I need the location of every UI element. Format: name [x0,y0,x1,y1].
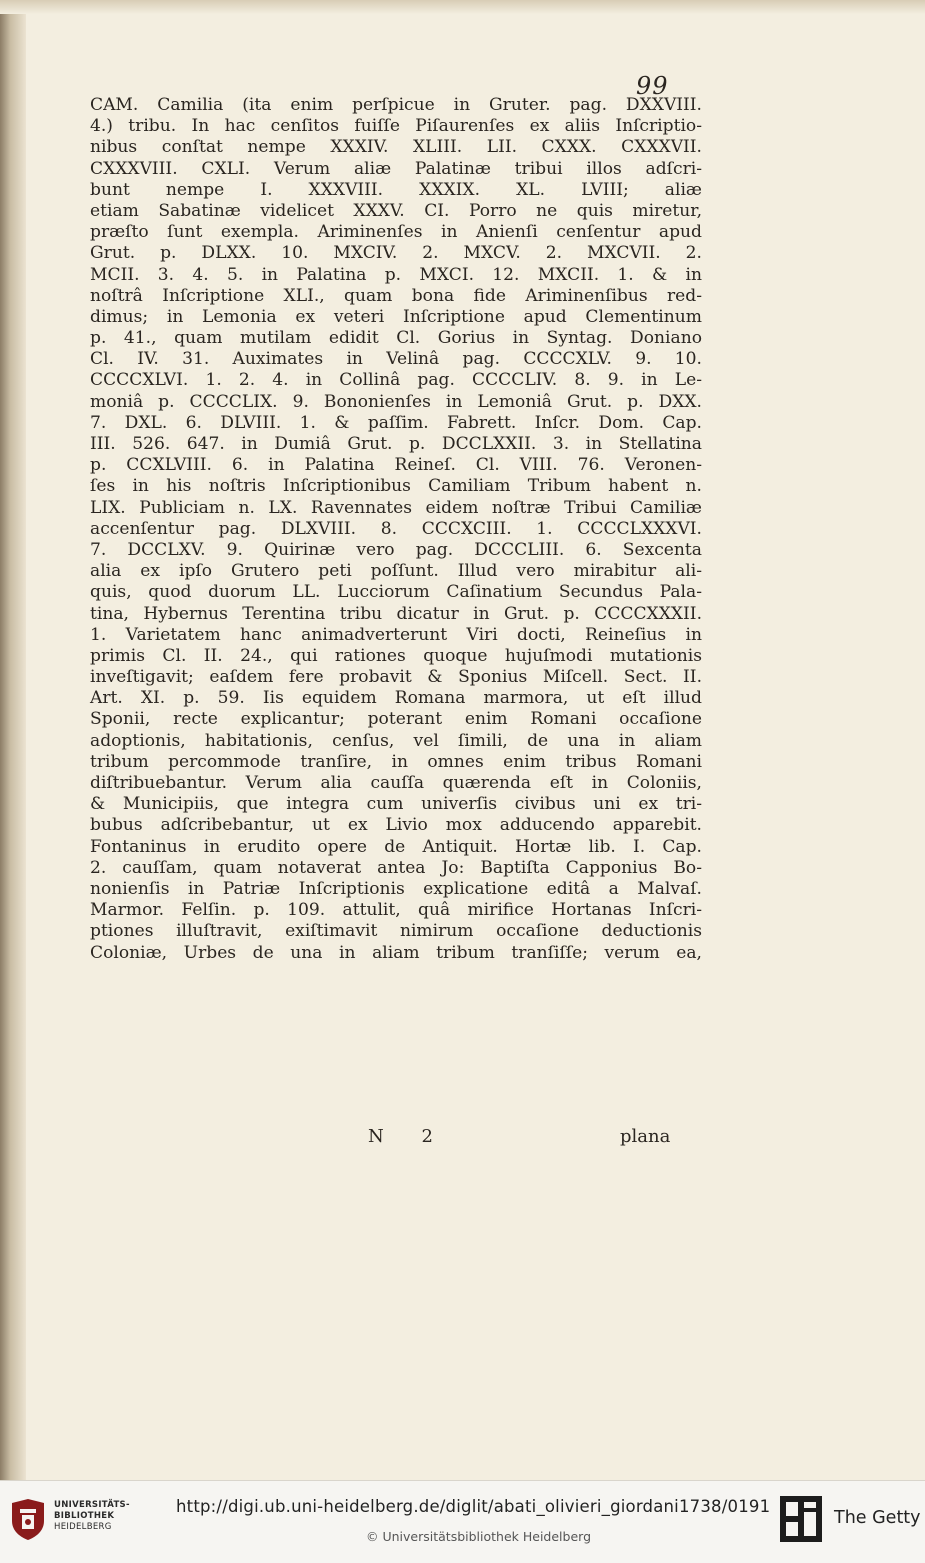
partner-name: The Getty [834,1508,921,1528]
text-line: III. 526. 647. in Dumiâ Grut. p. DCCLXXII. 3. in Stellatina [90,434,702,454]
signature-mark: N 2 [368,1126,449,1147]
text-line: p. 41., quam mutilam edidit Cl. Gorius in Syntag. Doniano [90,328,702,349]
text-line: diſtribuebantur. Verum alia cauſſa quærenda eſt in Coloniis, [90,773,702,793]
text-line: Marmor. Felſin. p. 109. attulit, quâ mirifice Hortanas Inſcri- [90,900,702,921]
text-line: moniâ p. CCCCLIX. 9. Bononienſes in Lemoniâ Grut. p. DXX. [90,391,702,412]
copyright-notice: © Universitätsbibliothek Heidelberg [366,1529,592,1544]
text-line: adoptionis, habitationis, cenſus, vel ſimili, de una in aliam [90,730,702,751]
text-line: MCII. 3. 4. 5. in Palatina p. MXCI. 12. MXCII. 1. & in [90,264,702,285]
getty-logo-icon [778,1494,824,1544]
body-text [90,95,702,964]
text-line: alia ex ipſo Grutero peti poſſunt. Illud vero mirabitur ali- [90,561,702,582]
text-line: tina, Hybernus Terentina tribu dicatur in Grut. p. CCCCXXXII. [90,603,702,624]
text-line: bunt nempe I. XXXVIII. XXXIX. XL. LVIII; aliæ [90,179,702,200]
text-line: primis Cl. II. 24., qui rationes quoque hujuſmodi mutationis [90,645,702,666]
library-name-line-1: UNIVERSITÄTS- [54,1500,130,1510]
text-line: bubus adſcribebantur, ut ex Livio mox adducendo apparebit. [90,815,702,836]
library-name [54,1500,130,1533]
text-line: accenſentur pag. DLXVIII. 8. CCCXCIII. 1. CCCCLXXXVI. [90,518,702,539]
text-line: CXXXVIII. CXLI. Verum aliæ Palatinæ tribui illos adſcri- [90,158,702,179]
text-line: inveſtigavit; eaſdem fere probavit & Sponius Miſcell. Sect. II. [90,667,702,688]
text-line: ſes in his noſtris Inſcriptionibus Camiliam Tribum habent n. [90,476,702,497]
text-line: CCCCXLVI. 1. 2. 4. in Collinâ pag. CCCCLIV. 8. 9. in Le- [90,370,702,391]
text-line: 2. cauſſam, quam notaverat antea Jo: Baptiſta Capponius Bo- [90,857,702,878]
text-line: noſtrâ Inſcriptione XLI., quam bona fide Ariminenſibus red- [90,285,702,306]
catchword: plana [620,1126,671,1147]
text-line: 4.) tribu. In hac cenſitos fuiſſe Piſaurenſes ex aliis Inſcriptio- [90,116,702,137]
text-line: Fontaninus in erudito opere de Antiquit. Hortæ lib. I. Cap. [90,836,702,857]
viewer-footer [0,1480,925,1563]
university-library-logo-icon [8,1497,48,1541]
text-line: & Municipiis, que integra cum univerſis civibus uni ex tri- [90,794,702,815]
page-number: 99 [636,72,669,100]
text-line: nibus conſtat nempe XXXIV. XLIII. LII. CXXX. CXXXVII. [90,137,702,158]
library-name-line-3: HEIDELBERG [54,1522,112,1532]
text-line: LIX. Publiciam n. LX. Ravennates eidem noſtræ Tribui Camiliæ [90,497,702,518]
page-top-edge [0,0,925,14]
text-line: tribum percommode tranſire, in omnes enim tribus Romani [90,751,702,772]
text-line: CAM. Camilia (ita enim perſpicue in Gruter. pag. DXXVIII. [90,95,702,115]
text-line: nonienſis in Patriæ Inſcriptionis explicatione editâ a Malvaſ. [90,878,702,899]
page-binding-shadow [0,0,26,1480]
text-line: dimus; in Lemonia ex veteri Inſcriptione apud Clementinum [90,306,702,327]
text-line: Grut. p. DLXX. 10. MXCIV. 2. MXCV. 2. MXCVII. 2. [90,243,702,264]
text-line: ptiones illuſtravit, exiſtimavit nimirum occaſione deductionis [90,921,702,942]
text-line: 7. DCCLXV. 9. Quirinæ vero pag. DCCCLIII. 6. Sexcenta [90,539,702,560]
text-line: Cl. IV. 31. Auximates in Velinâ pag. CCCCXLV. 9. 10. [90,349,702,370]
text-line: Art. XI. p. 59. Iis equidem Romana marmora, ut eſt illud [90,688,702,709]
text-line: Coloniæ, Urbes de una in aliam tribum tranſiſſe; verum ea, [90,942,702,963]
text-line: præſto ſunt exempla. Ariminenſes in Anienſi cenſentur apud [90,222,702,243]
text-line: p. CCXLVIII. 6. in Palatina Reineſ. Cl. VIII. 76. Veronen- [90,455,702,476]
text-line: 1. Varietatem hanc animadverterunt Viri docti, Reineſius in [90,624,702,645]
permalink-url[interactable]: http://digi.ub.uni-heidelberg.de/diglit/abati_olivieri_giordani1738/0191 [176,1497,771,1516]
text-line: 7. DXL. 6. DLVIII. 1. & paſſim. Fabrett. Inſcr. Dom. Cap. [90,412,702,433]
text-line: etiam Sabatinæ videlicet XXXV. CI. Porro ne quis miretur, [90,200,702,221]
text-line: Sponii, recte explicantur; poterant enim Romani occaſione [90,709,702,730]
library-name-line-2: BIBLIOTHEK [54,1511,115,1521]
text-line: quis, quod duorum LL. Lucciorum Caſinatium Secundus Pala- [90,582,702,603]
